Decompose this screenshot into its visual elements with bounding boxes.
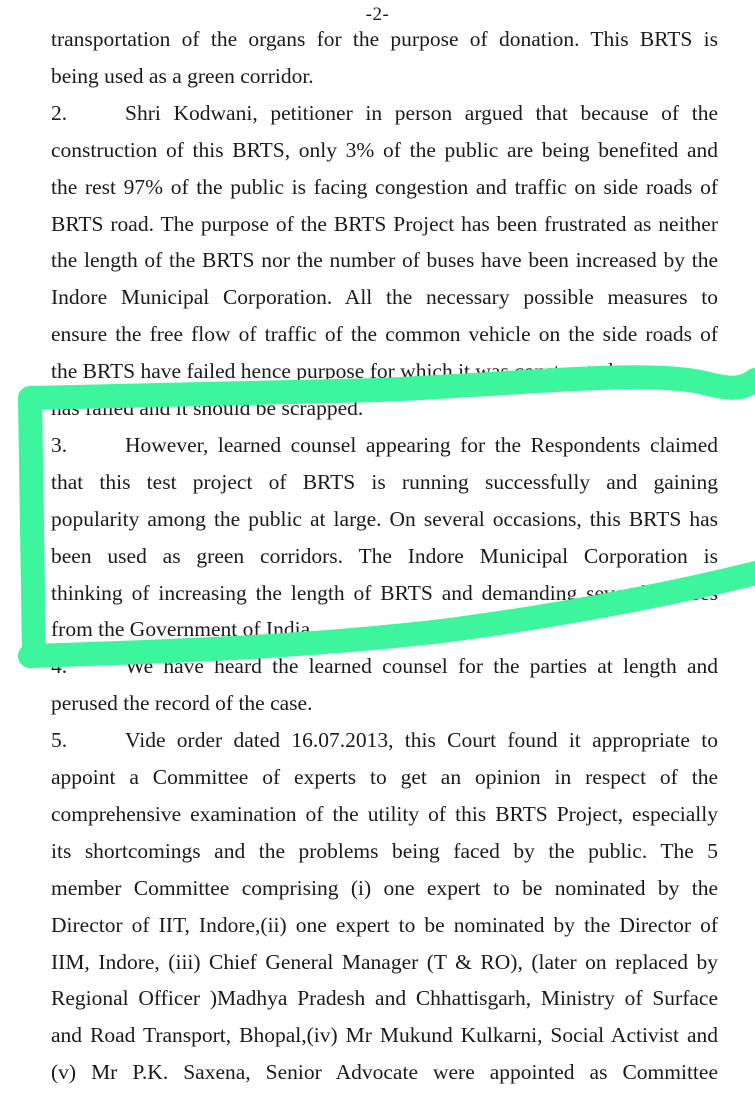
line-text: that this test project of BRTS is running successfully and gaining xyxy=(51,469,718,494)
paragraph-number: 3. xyxy=(51,432,68,457)
text-line xyxy=(51,651,718,681)
text-line xyxy=(51,356,718,386)
page-number: -2- xyxy=(365,4,390,25)
line-text: (v) Mr P.K. Saxena, Senior Advocate were appointed as Committee xyxy=(51,1060,718,1085)
line-text: comprehensive examination of the utility of this BRTS Project, especially xyxy=(51,801,718,826)
text-line xyxy=(51,1020,718,1050)
text-line xyxy=(51,61,718,91)
line-text: IIM, Indore, (iii) Chief General Manager (T & RO), (later on replaced by xyxy=(51,949,718,974)
line-text: perused the record of the case. xyxy=(51,691,313,716)
text-line xyxy=(51,725,718,755)
text-line xyxy=(51,319,718,349)
line-text: thinking of increasing the length of BRTS and demanding several I-buses xyxy=(51,580,718,605)
paragraph-number: 5. xyxy=(51,728,68,753)
line-text: Indore Municipal Corporation. All the necessary possible measures to xyxy=(51,285,718,310)
text-line xyxy=(51,172,718,202)
text-line xyxy=(51,1057,718,1087)
line-text: being used as a green corridor. xyxy=(51,63,314,88)
line-text: construction of this BRTS, only 3% of the public are being benefited and xyxy=(51,137,718,162)
line-text: BRTS road. The purpose of the BRTS Project has been frustrated as neither xyxy=(51,211,718,236)
text-line xyxy=(51,541,718,571)
text-line xyxy=(51,799,718,829)
line-text: appoint a Committee of experts to get an opinion in respect of the xyxy=(51,765,718,789)
line-text: member Committee comprising (i) one expert to be nominated by the xyxy=(51,875,718,900)
text-line xyxy=(51,209,718,239)
line-text: been used as green corridors. The Indore Municipal Corporation is xyxy=(51,543,718,568)
line-text: popularity among the public at large. On several occasions, this BRTS has xyxy=(51,506,718,531)
text-line xyxy=(51,467,718,497)
line-text: Shri Kodwani, petitioner in person argued that because of the xyxy=(125,100,718,125)
line-text: Vide order dated 16.07.2013, this Court found it appropriate to xyxy=(125,728,718,753)
line-text: However, learned counsel appearing for the Respondents claimed xyxy=(125,432,718,457)
text-line xyxy=(51,762,718,792)
line-text: has failed and it should be scrapped. xyxy=(51,396,364,420)
text-line xyxy=(51,910,718,940)
text-line xyxy=(51,688,718,718)
text-line xyxy=(51,983,718,1013)
line-text: the length of the BRTS nor the number of buses have been increased by the xyxy=(51,248,718,273)
line-text: ensure the free flow of traffic of the common vehicle on the side roads of xyxy=(51,322,718,347)
text-line xyxy=(51,393,718,423)
text-line xyxy=(51,614,718,644)
text-line xyxy=(51,245,718,275)
text-line xyxy=(51,504,718,534)
text-line xyxy=(51,135,718,165)
text-line xyxy=(51,836,718,866)
line-text: Director of IIT, Indore,(ii) one expert to be nominated by the Director of xyxy=(51,912,718,937)
text-line xyxy=(51,947,718,977)
text-line xyxy=(51,282,718,312)
line-text: We have heard the learned counsel for the parties at length and xyxy=(125,654,718,679)
text-line xyxy=(51,98,718,128)
line-text: its shortcomings and the problems being faced by the public. The 5 xyxy=(51,838,718,863)
line-text: from the Government of India. xyxy=(51,617,316,642)
paragraph-number: 2. xyxy=(51,100,68,125)
line-text: and Road Transport, Bhopal,(iv) Mr Mukund Kulkarni, Social Activist and xyxy=(51,1023,718,1048)
line-text: the BRTS have failed hence purpose for which it was constructed xyxy=(51,359,614,384)
paragraph-number: 4. xyxy=(51,654,68,679)
line-text: the rest 97% of the public is facing congestion and traffic on side roads of xyxy=(51,174,718,199)
line-text: transportation of the organs for the purpose of donation. This BRTS is xyxy=(51,27,718,51)
text-line xyxy=(51,578,718,608)
text-line xyxy=(51,873,718,903)
text-line xyxy=(51,24,718,54)
text-line xyxy=(51,430,718,460)
line-text: Regional Officer )Madhya Pradesh and Chhattisgarh, Ministry of Surface xyxy=(51,986,718,1011)
